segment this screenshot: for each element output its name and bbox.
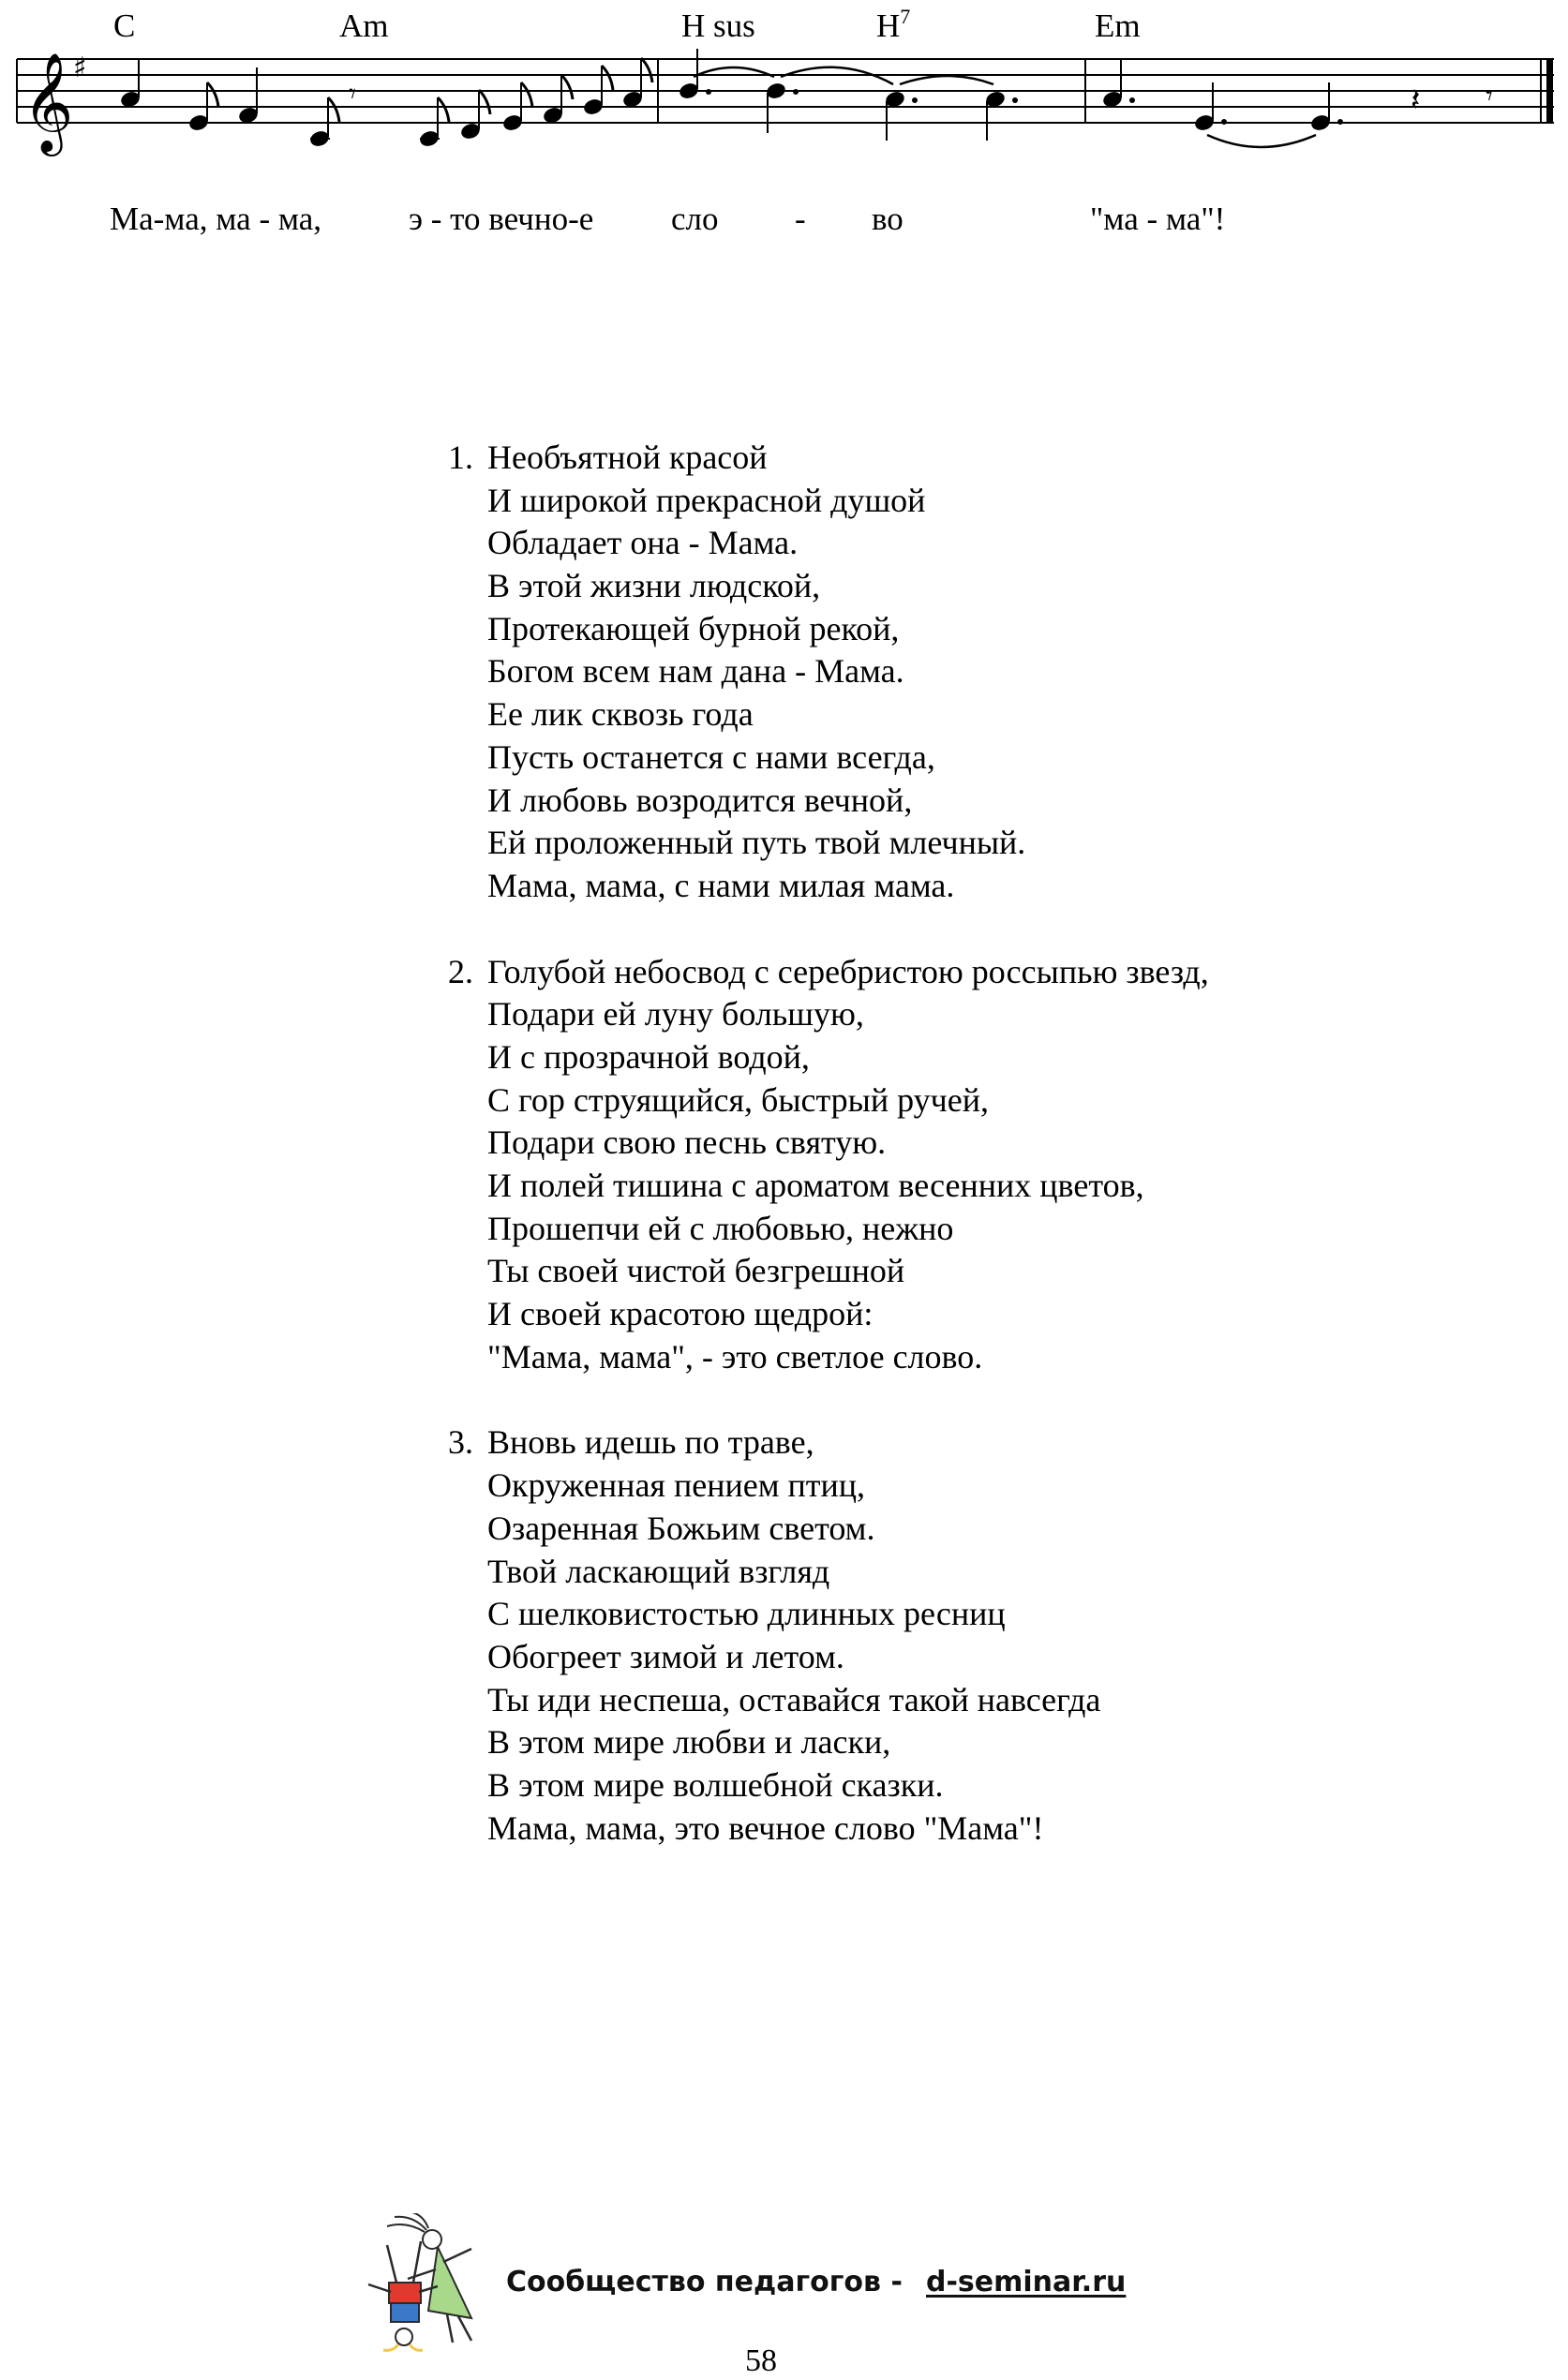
verse-2 bbox=[448, 951, 1479, 1379]
lyric-syllable: Ма-ма, ма - ма, bbox=[110, 201, 322, 237]
verse-line: Обогреет зимой и летом. bbox=[487, 1637, 844, 1675]
verse-line: В этой жизни людской, bbox=[487, 567, 821, 605]
verse-number: 1. bbox=[448, 439, 473, 476]
tie bbox=[1207, 135, 1316, 147]
verse-line: Подари ей луну большую, bbox=[487, 995, 864, 1034]
footer-label: Сообщество педагогов - bbox=[506, 2266, 903, 2298]
note bbox=[621, 58, 652, 109]
key-signature-sharp: ♯ bbox=[73, 52, 87, 84]
note bbox=[984, 90, 1018, 141]
verse-line: И с прозрачной водой, bbox=[487, 1037, 810, 1076]
lyric-syllable: э - то вечно-е bbox=[409, 201, 594, 237]
verse-line: Прошепчи ей с любовью, нежно bbox=[487, 1209, 954, 1247]
community-logo-icon bbox=[361, 2213, 492, 2354]
quarter-rest: 𝄽 bbox=[1411, 82, 1421, 119]
note bbox=[459, 90, 490, 141]
music-staff bbox=[0, 0, 1568, 187]
note bbox=[1101, 58, 1135, 109]
verse-line: Пусть останется с нами всегда, bbox=[487, 737, 935, 776]
note bbox=[542, 75, 573, 125]
verses bbox=[448, 437, 1479, 1893]
verse-line: И широкой прекрасной душой bbox=[487, 481, 926, 519]
lyric-syllable: - bbox=[795, 201, 806, 237]
verse-line: Протекающей бурной рекой, bbox=[487, 609, 900, 647]
treble-clef: 𝄞 bbox=[22, 52, 74, 152]
verse-line: Подари свою песнь святую. bbox=[487, 1123, 887, 1162]
verse-line: "Мама, мама", - это светлое слово. bbox=[487, 1337, 983, 1376]
tie bbox=[900, 76, 993, 84]
final-barline-thick bbox=[1546, 59, 1553, 123]
verse-line: Озаренная Божьим светом. bbox=[487, 1509, 875, 1547]
verse-line: Богом всем нам дана - Мама. bbox=[487, 652, 904, 691]
note bbox=[884, 90, 918, 141]
verse-line: 3. Вновь идешь по траве, bbox=[448, 1421, 1479, 1465]
note bbox=[119, 58, 142, 109]
verse-line: Мама, мама, это вечное слово "Мама"! bbox=[487, 1808, 1044, 1847]
lyric-syllable: "ма - ма"! bbox=[1090, 201, 1226, 237]
verse-line: С шелковистостью длинных ресниц bbox=[487, 1595, 1006, 1633]
verse-line: Твой ласкающий взгляд bbox=[487, 1552, 830, 1590]
verse-line: Обладает она - Мама. bbox=[487, 524, 799, 562]
eighth-rest: 𝄾 bbox=[349, 78, 356, 111]
chord-symbol: Am bbox=[339, 7, 389, 44]
verse-line: Ей проложенный путь твой млечный. bbox=[487, 824, 1026, 862]
lyric-syllable: сло bbox=[671, 201, 719, 237]
verse-line: Ты иди неспеша, оставайся такой навсегда bbox=[487, 1680, 1101, 1718]
verse-line: Ее лик сквозь года bbox=[487, 695, 754, 734]
footer bbox=[361, 2213, 1204, 2362]
chord-symbol: $H^7$ bbox=[876, 5, 911, 44]
note bbox=[237, 67, 260, 125]
verse-1 bbox=[448, 437, 1479, 908]
verse-number: 2. bbox=[448, 952, 473, 990]
chord-symbol: H sus bbox=[681, 7, 755, 44]
verse-line: И любовь возродится вечной, bbox=[487, 781, 913, 819]
site-link[interactable]: d-seminar.ru bbox=[926, 2266, 1127, 2298]
verse-line: 2. Голубой небосвод с серебристою россыпью звезд, bbox=[448, 951, 1479, 994]
verse-line: В этом мире любви и ласки, bbox=[487, 1723, 891, 1762]
verse-line: В этом мире волшебной сказки. bbox=[487, 1765, 944, 1804]
verse-line: Окруженная пением птиц, bbox=[487, 1466, 866, 1505]
chord-symbol: Em bbox=[1095, 7, 1141, 44]
page-number: 58 bbox=[745, 2343, 777, 2378]
verse-line: Мама, мама, с нами милая мама. bbox=[487, 866, 955, 904]
verse-number: 3. bbox=[448, 1423, 473, 1462]
eighth-rest: 𝄾 bbox=[1486, 80, 1493, 112]
chord-symbol: C bbox=[113, 7, 136, 44]
verse-line: Ты своей чистой безгрешной bbox=[487, 1252, 905, 1290]
verse-3 bbox=[448, 1421, 1479, 1850]
verse-line: С гор струящийся, быстрый ручей, bbox=[487, 1080, 989, 1119]
verse-line: И своей красотою щедрой: bbox=[487, 1295, 874, 1333]
verse-line: 1. Необъятной красой bbox=[448, 437, 1479, 480]
lyric-syllable: во bbox=[872, 201, 903, 237]
verse-line: И полей тишина с ароматом весенних цветов, bbox=[487, 1167, 1144, 1204]
